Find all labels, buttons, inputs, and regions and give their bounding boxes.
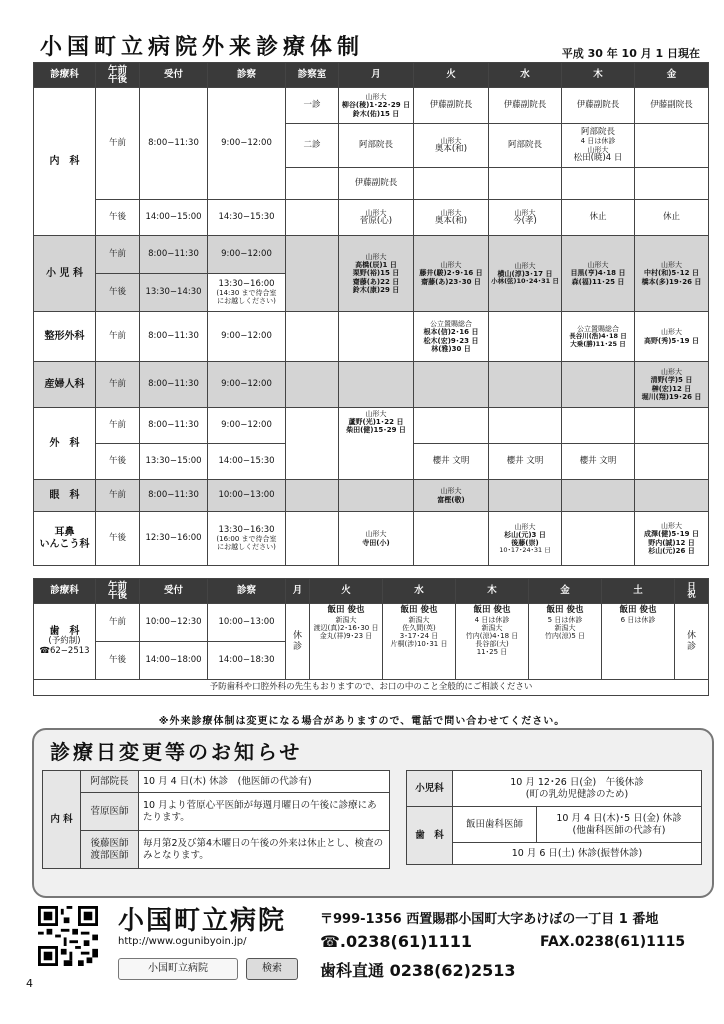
schedule-header-row xyxy=(34,63,709,88)
notice-dept: 歯 科 xyxy=(407,807,453,865)
dept-dental: 歯 科 (予約制) ☎62−2513 xyxy=(34,604,96,680)
period-pm: 午後 xyxy=(96,274,140,312)
dept-ophthalmology: 眼 科 xyxy=(34,480,96,512)
doctor-cell: 伊藤副院長 xyxy=(489,88,562,124)
room-cell xyxy=(286,312,339,362)
col-header: 水 xyxy=(383,579,456,604)
period-am: 午前 xyxy=(96,236,140,274)
consult-time: 9:00−12:00 xyxy=(208,362,286,408)
notice-text: 10 月 12･26 日(金) 午後休診 (町の乳幼児健診のため) xyxy=(453,771,702,807)
reception-time: 8:00−11:30 xyxy=(140,480,208,512)
col-header: 木 xyxy=(456,579,529,604)
doctor-cell: 櫻井 文明 xyxy=(489,444,562,480)
period-pm: 午後 xyxy=(96,512,140,566)
doctor-cell xyxy=(635,444,709,480)
doctor-cell: 山形大 藤井(駿)2･9･16 日 齋藤(あ)23･30 日 xyxy=(414,236,489,312)
consult-time: 9:00−12:00 xyxy=(208,312,286,362)
period-pm: 午後 xyxy=(96,200,140,236)
doctor-cell xyxy=(489,362,562,408)
doctor-cell: 阿部院長 xyxy=(489,124,562,168)
col-header: 月 xyxy=(286,579,310,604)
col-header: 月 xyxy=(339,63,414,88)
closed-cell: 休 診 xyxy=(675,604,709,680)
consult-time: 9:00−12:00 xyxy=(208,236,286,274)
doctor-cell xyxy=(635,408,709,444)
doctor-cell: 阿部院長 4 日は休診 山形大 松田(暁)4 日 xyxy=(562,124,635,168)
dental-note: 予防歯科や口腔外科の先生もおりますので、お口の中のこと全般的にご相談ください xyxy=(34,680,709,696)
notice-doctor: 後藤医師 渡部医師 xyxy=(81,831,139,869)
doctor-cell: 伊藤副院長 xyxy=(635,88,709,124)
room-3 xyxy=(286,168,339,200)
doctor-cell: 山形大 今(孝) xyxy=(489,200,562,236)
room-cell xyxy=(286,200,339,236)
consult-time: 13:30−16:00 (14:30 まで待合室 にお越しください) xyxy=(208,274,286,312)
doctor-cell xyxy=(414,408,489,444)
as-of-date: 平成 30 年 10 月 1 日現在 xyxy=(561,47,700,60)
notice-text: 10 月 4 日(木)･5 日(金) 休診 (他歯科医師の代診有) xyxy=(537,807,702,843)
doctor-cell: 山形大 杉山(元)3 日 後藤(崇) 10･17･24･31 日 xyxy=(489,512,562,566)
outpatient-schedule-table xyxy=(33,62,709,566)
doctor-cell xyxy=(635,168,709,200)
reception-time: 8:00−11:30 xyxy=(140,312,208,362)
doctor-cell: 飯田 俊也 新潟大 渡辺(真)2･16･30 日 金丸(祥)9･23 日 xyxy=(310,604,383,680)
consult-time: 13:30−16:30 (16:00 まで待合室 にお越しください) xyxy=(208,512,286,566)
consult-time: 9:00−12:00 xyxy=(208,88,286,200)
notice-internal-table xyxy=(42,770,390,869)
room-cell xyxy=(286,236,339,312)
period-am: 午前 xyxy=(96,604,140,642)
notice-text: 10 月 4 日(木) 休診 (他医師の代診有) xyxy=(139,771,390,793)
doctor-cell: 伊藤副院長 xyxy=(414,88,489,124)
doctor-cell xyxy=(562,362,635,408)
doctor-cell xyxy=(489,312,562,362)
dept-obgyn: 産婦人科 xyxy=(34,362,96,408)
room-2: 二診 xyxy=(286,124,339,168)
dept-surgery: 外 科 xyxy=(34,408,96,480)
room-cell xyxy=(286,362,339,408)
room-cell xyxy=(286,480,339,512)
address: 〒999-1356 西置賜郡小国町大字あけぼの一丁目 1 番地 xyxy=(320,912,659,927)
doctor-cell: 伊藤副院長 xyxy=(339,168,414,200)
doctor-cell xyxy=(339,480,414,512)
notice-title: 診療日変更等のお知らせ xyxy=(50,740,303,764)
notice-doctor: 菅原医師 xyxy=(81,793,139,831)
doctor-cell: 山形大 奥本(和) xyxy=(414,124,489,168)
doctor-cell xyxy=(635,480,709,512)
col-header: 火 xyxy=(414,63,489,88)
notice-box xyxy=(32,728,714,898)
room-cell xyxy=(286,512,339,566)
period-am: 午前 xyxy=(96,408,140,444)
reception-time: 12:30−16:00 xyxy=(140,512,208,566)
doctor-cell: 休止 xyxy=(562,200,635,236)
doctor-cell: 山形大 柳谷(稜)1･22･29 日 鈴木(佑)15 日 xyxy=(339,88,414,124)
doctor-cell xyxy=(489,168,562,200)
col-header: 診察 xyxy=(208,63,286,88)
doctor-cell: 山形大 清野(学)5 日 榊(宏)12 日 堀川(翔)19･26 日 xyxy=(635,362,709,408)
doctor-cell xyxy=(562,408,635,444)
period-pm: 午後 xyxy=(96,642,140,680)
doctor-cell xyxy=(414,168,489,200)
reception-time: 13:30−14:30 xyxy=(140,274,208,312)
dept-internal: 内 科 xyxy=(34,88,96,236)
fax: FAX.0238(61)1115 xyxy=(540,934,686,950)
hospital-url[interactable]: http://www.ogunibyoin.jp/ xyxy=(118,936,247,947)
col-header: 受付 xyxy=(140,579,208,604)
col-header: 診察室 xyxy=(286,63,339,88)
doctor-cell: 伊藤副院長 xyxy=(562,88,635,124)
dept-pediatrics: 小 児 科 xyxy=(34,236,96,312)
reception-time: 8:00−11:30 xyxy=(140,236,208,274)
doctor-cell: 飯田 俊也 4 日は休診 新潟大 竹内(涼)4･18 日 長谷部(大) 11･25 日 xyxy=(456,604,529,680)
qr-code-icon xyxy=(38,906,98,966)
notice-dept: 小児科 xyxy=(407,771,453,807)
doctor-cell xyxy=(414,362,489,408)
doctor-cell xyxy=(339,362,414,408)
consult-time: 10:00−13:00 xyxy=(208,604,286,642)
closed-cell: 休 診 xyxy=(286,604,310,680)
schedule-change-notice: ※外来診療体制は変更になる場合がありますので、電話で問い合わせてください。 xyxy=(158,716,566,727)
room-1: 一診 xyxy=(286,88,339,124)
col-header: 木 xyxy=(562,63,635,88)
doctor-cell xyxy=(489,408,562,444)
reception-time: 10:00−12:30 xyxy=(140,604,208,642)
col-header: 午前 午後 xyxy=(96,63,140,88)
doctor-cell: 公立置賜総合 根本(信)2･16 日 松木(宏)9･23 日 林(雅)30 日 xyxy=(414,312,489,362)
col-header: 診察 xyxy=(208,579,286,604)
doctor-cell xyxy=(562,168,635,200)
reception-time: 14:00−18:00 xyxy=(140,642,208,680)
doctor-cell: 公立置賜総合 長谷川(浩)4･18 日 大乗(勝)11･25 日 xyxy=(562,312,635,362)
notice-doctor: 飯田歯科医師 xyxy=(453,807,537,843)
doctor-cell: 山形大 菅原(心) xyxy=(339,200,414,236)
dental-phone: 歯科直通 0238(62)2513 xyxy=(320,961,516,980)
period-am: 午前 xyxy=(96,312,140,362)
col-header: 金 xyxy=(635,63,709,88)
doctor-cell: 山形大 蘆野(光)1･22 日 柴田(健)15･29 日 xyxy=(339,408,414,480)
consult-time: 9:00−12:00 xyxy=(208,408,286,444)
consult-time: 10:00−13:00 xyxy=(208,480,286,512)
notice-other-table xyxy=(406,770,702,865)
phone: ☎.0238(61)1111 xyxy=(320,932,472,951)
col-header: 日 祝 xyxy=(675,579,709,604)
page-number: 4 xyxy=(26,977,33,990)
doctor-cell: 飯田 俊也 5 日は休診 新潟大 竹内(涼)5 日 xyxy=(529,604,602,680)
col-header: 金 xyxy=(529,579,602,604)
reception-time: 8:00−11:30 xyxy=(140,362,208,408)
reception-time: 14:00−15:00 xyxy=(140,200,208,236)
col-header: 土 xyxy=(602,579,675,604)
footer xyxy=(0,900,724,1024)
doctor-cell xyxy=(562,512,635,566)
period-am: 午前 xyxy=(96,88,140,200)
reception-time: 13:30−15:00 xyxy=(140,444,208,480)
doctor-cell: 山形大 目黒(亨)4･18 日 森(福)11･25 日 xyxy=(562,236,635,312)
doctor-cell: 山形大 寺田(小) xyxy=(339,512,414,566)
doctor-cell: 山形大 成澤(健)5･19 日 野内(誠)12 日 杉山(元)26 日 xyxy=(635,512,709,566)
search-button[interactable]: 検索 xyxy=(246,958,298,980)
doctor-cell: 櫻井 文明 xyxy=(562,444,635,480)
dept-orthopedics: 整形外科 xyxy=(34,312,96,362)
doctor-cell xyxy=(489,480,562,512)
doctor-cell: 山形大 高橋(辰)1 日 栗野(裕)15 日 齋藤(あ)22 日 鈴木(康)29 日 xyxy=(339,236,414,312)
doctor-cell xyxy=(635,124,709,168)
reception-time: 8:00−11:30 xyxy=(140,408,208,444)
notice-text: 10 月より菅原心平医師が毎週月曜日の午後に診療にあたります。 xyxy=(139,793,390,831)
doctor-cell: 山形大 高野(秀)5･19 日 xyxy=(635,312,709,362)
room-cell xyxy=(286,408,339,480)
doctor-cell xyxy=(562,480,635,512)
doctor-cell: 山形大 奥本(和) xyxy=(414,200,489,236)
doctor-cell: 山形大 横山(淳)3･17 日 小林(弦)10･24･31 日 xyxy=(489,236,562,312)
period-pm: 午後 xyxy=(96,444,140,480)
col-header: 火 xyxy=(310,579,383,604)
doctor-cell: 山形大 中村(和)5･12 日 橋本(多)19･26 日 xyxy=(635,236,709,312)
consult-time: 14:30−15:30 xyxy=(208,200,286,236)
consult-time: 14:00−18:30 xyxy=(208,642,286,680)
col-header: 診療科 xyxy=(34,63,96,88)
hospital-name: 小国町立病院 xyxy=(118,906,287,936)
doctor-cell xyxy=(414,512,489,566)
notice-doctor: 阿部院長 xyxy=(81,771,139,793)
notice-text: 10 月 6 日(土) 休診(振替休診) xyxy=(453,843,702,865)
doctor-cell xyxy=(339,312,414,362)
doctor-cell: 飯田 俊也 6 日は休診 xyxy=(602,604,675,680)
page-title: 小国町立病院外来診療体制 xyxy=(40,35,365,60)
doctor-cell: 阿部院長 xyxy=(339,124,414,168)
doctor-cell: 山形大 富樫(敬) xyxy=(414,480,489,512)
doctor-cell: 飯田 俊也 新潟大 佐久間(英) 3･17･24 日 片桐(涉)10･31 日 xyxy=(383,604,456,680)
reception-time: 8:00−11:30 xyxy=(140,88,208,200)
notice-dept: 内 科 xyxy=(43,771,81,869)
doctor-cell: 休止 xyxy=(635,200,709,236)
col-header: 午前 午後 xyxy=(96,579,140,604)
dental-schedule-table xyxy=(33,578,709,696)
col-header: 診療科 xyxy=(34,579,96,604)
col-header: 水 xyxy=(489,63,562,88)
period-am: 午前 xyxy=(96,362,140,408)
doctor-cell: 櫻井 文明 xyxy=(414,444,489,480)
dept-ent: 耳鼻 いんこう科 xyxy=(34,512,96,566)
search-input[interactable]: 小国町立病院 xyxy=(118,958,238,980)
period-am: 午前 xyxy=(96,480,140,512)
notice-text: 毎月第2及び第4木曜日の午後の外来は休止とし、検査のみとなります。 xyxy=(139,831,390,869)
consult-time: 14:00−15:30 xyxy=(208,444,286,480)
col-header: 受付 xyxy=(140,63,208,88)
